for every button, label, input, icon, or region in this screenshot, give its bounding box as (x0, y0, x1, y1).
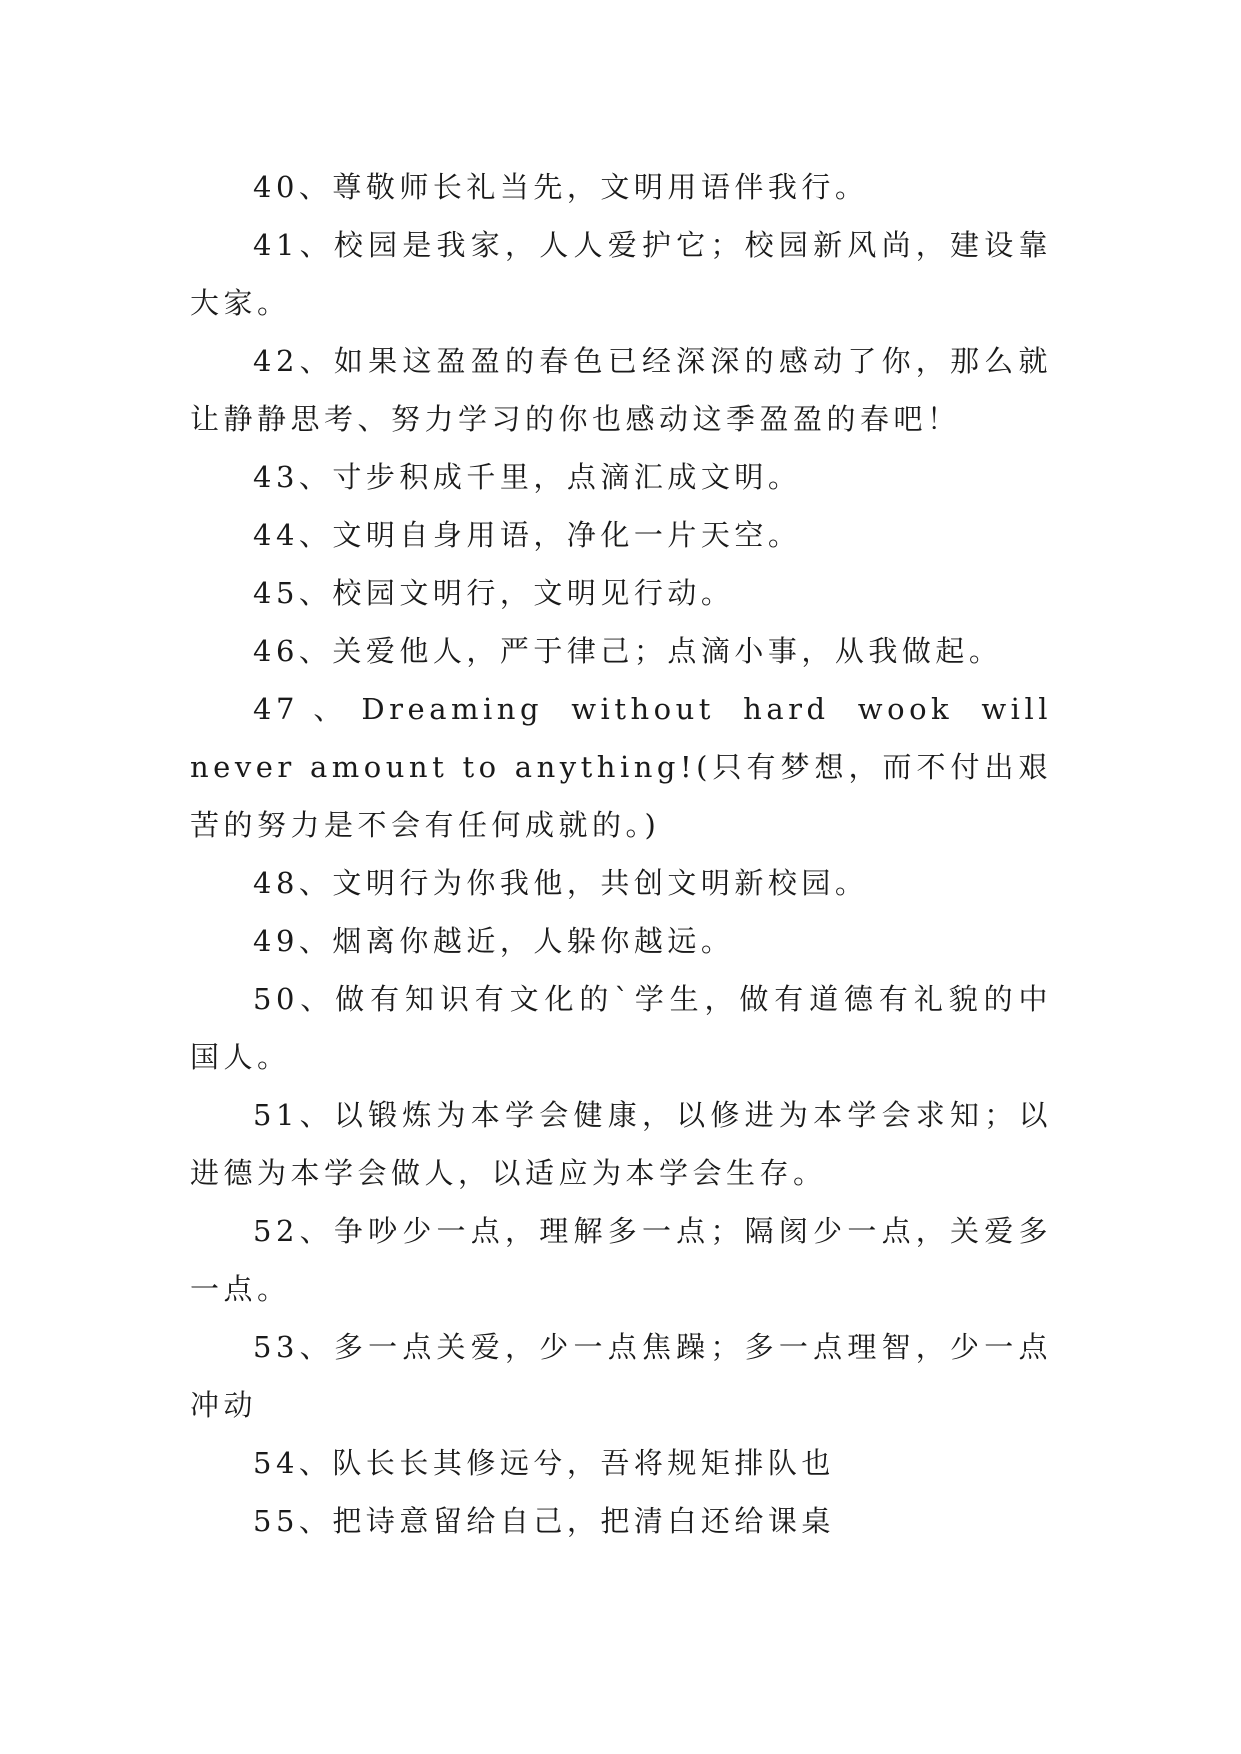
paragraph-52: 52、争吵少一点，理解多一点；隔阂少一点，关爱多一点。 (190, 1214, 1052, 1306)
paragraph-51: 51、以锻炼为本学会健康，以修进为本学会求知；以进德为本学会做人，以适应为本学会生存。 (190, 1098, 1052, 1190)
paragraph-50: 50、做有知识有文化的`学生，做有道德有礼貌的中国人。 (190, 982, 1052, 1074)
paragraph-43: 43、寸步积成千里，点滴汇成文明。 (253, 460, 802, 494)
paragraph-53: 53、多一点关爱，少一点焦躁；多一点理智，少一点冲动 (190, 1330, 1052, 1422)
paragraph-47: 47、Dreaming without hard wook will never amount to anything!(只有梦想，而不付出艰苦的努力是不会有任何成就的。) (190, 692, 1052, 842)
paragraph-49: 49、烟离你越近，人躲你越远。 (253, 924, 735, 958)
paragraph-42: 42、如果这盈盈的春色已经深深的感动了你，那么就让静静思考、努力学习的你也感动这季盈盈的春吧！ (190, 344, 1052, 436)
paragraph-45: 45、校园文明行，文明见行动。 (253, 576, 735, 610)
paragraph-44: 44、文明自身用语，净化一片天空。 (253, 518, 802, 552)
paragraph-48: 48、文明行为你我他，共创文明新校园。 (253, 866, 869, 900)
paragraph-41: 41、校园是我家，人人爱护它；校园新风尚，建设靠大家。 (190, 228, 1052, 320)
paragraph-40: 40、尊敬师长礼当先，文明用语伴我行。 (253, 170, 869, 204)
paragraph-46: 46、关爱他人，严于律己；点滴小事，从我做起。 (253, 634, 1003, 668)
paragraph-54: 54、队长长其修远兮，吾将规矩排队也 (253, 1446, 835, 1480)
document-body (190, 158, 1052, 1550)
paragraph-55: 55、把诗意留给自己，把清白还给课桌 (253, 1504, 835, 1538)
